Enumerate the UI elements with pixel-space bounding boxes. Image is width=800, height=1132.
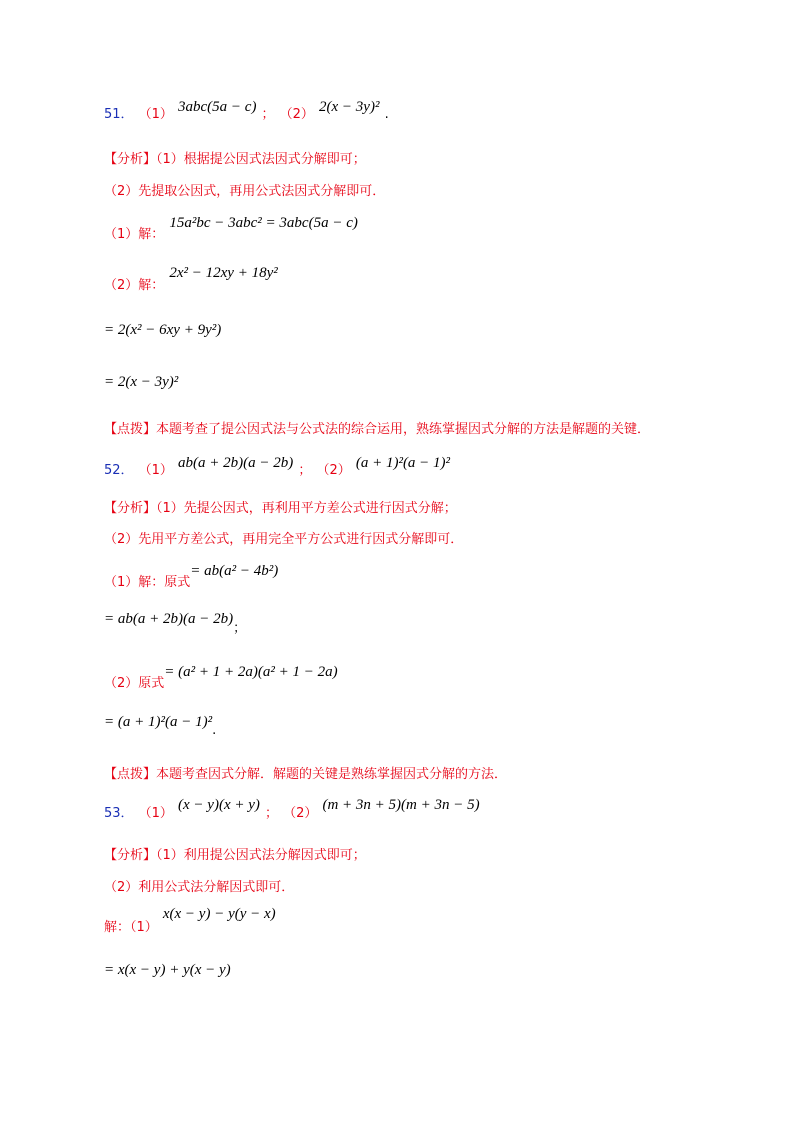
q53-separator: ； xyxy=(264,806,278,821)
q52-analysis-line2 xyxy=(104,528,463,547)
q52-solution1-label: （1）解：原式 xyxy=(104,575,191,590)
q52-solution2-step1-line xyxy=(104,711,217,738)
q53-solution1-step1: = x(x − y) + y(x − y) xyxy=(104,962,231,978)
q52-solution1-step1: = ab(a + 2b)(a − 2b) xyxy=(104,611,234,627)
q52-tip-tag: 【点拨】 xyxy=(104,767,157,782)
q53-analysis-text1: （1）利用提公因式法分解因式即可； xyxy=(156,848,366,863)
q51-answer2: 2(x − 3y)² xyxy=(319,99,380,115)
q52-tip-line xyxy=(104,763,507,782)
q52-separator: ； xyxy=(298,463,312,478)
q51-solution2-line xyxy=(104,262,278,293)
q53-solution1-equation: x(x − y) − y(y − x) xyxy=(162,906,276,922)
q51-number: 51． xyxy=(104,107,134,122)
q53-answer-line xyxy=(104,794,480,821)
q52-solution1-equation: = ab(a² − 4b²) xyxy=(190,563,279,579)
q52-answer1: ab(a + 2b)(a − 2b) xyxy=(178,455,294,471)
q51-answer1: 3abc(5a − c) xyxy=(178,99,257,115)
q51-analysis-line2 xyxy=(104,180,385,199)
q52-part1-marker: （1） xyxy=(138,463,173,478)
q52-number: 52． xyxy=(104,463,134,478)
q53-analysis-line1 xyxy=(104,844,366,863)
q51-solution1-line xyxy=(104,212,358,242)
q52-tip-text: 本题考查因式分解．解题的关键是熟练掌握因式分解的方法． xyxy=(156,767,508,782)
q52-solution1-line xyxy=(104,560,279,590)
q51-tip-text: 本题考查了提公因式法与公式法的综合运用，熟练掌握因式分解的方法是解题的关键． xyxy=(156,422,651,437)
q52-part2-marker: （2） xyxy=(316,463,351,478)
q52-solution2-line xyxy=(104,661,338,691)
q53-analysis-line2 xyxy=(104,876,294,895)
q51-tip-line xyxy=(104,418,650,437)
q52-analysis-tag: 【分析】 xyxy=(104,501,157,516)
q51-analysis-line1 xyxy=(104,148,366,167)
q52-solution1-step1-line xyxy=(104,608,247,636)
q53-analysis-tag: 【分析】 xyxy=(104,848,157,863)
q51-solution2-label: （2）解： xyxy=(104,278,165,293)
q51-solution1-label: （1）解： xyxy=(104,227,165,242)
q51-solution2-step2: = 2(x − 3y)² xyxy=(104,374,179,390)
q51-separator: ； xyxy=(261,107,275,122)
q51-solution2-expression: 2x² − 12xy + 18y² xyxy=(169,265,278,281)
q51-part2-marker: （2） xyxy=(279,107,314,122)
q52-solution2-step1: = (a + 1)²(a − 1)² xyxy=(104,714,213,730)
q53-analysis-text2: （2）利用公式法分解因式即可． xyxy=(104,880,295,895)
q51-part1-marker: （1） xyxy=(138,107,173,122)
q52-analysis-text2: （2）先用平方差公式，再用完全平方公式进行因式分解即可． xyxy=(104,532,464,547)
q53-answer1: (x − y)(x + y) xyxy=(178,797,260,813)
q51-tip-tag: 【点拨】 xyxy=(104,422,157,437)
q52-solution2-end: . xyxy=(212,723,217,738)
q52-solution1-end: ； xyxy=(233,621,247,636)
q51-answer-line xyxy=(104,99,389,123)
q52-answer2: (a + 1)²(a − 1)² xyxy=(355,455,451,471)
q51-solution2-step1: = 2(x² − 6xy + 9y²) xyxy=(104,322,222,338)
q53-answer2: (m + 3n + 5)(m + 3n − 5) xyxy=(322,797,480,813)
q52-solution2-label: （2）原式 xyxy=(104,676,165,691)
q53-number: 53． xyxy=(104,806,134,821)
q51-solution1-equation: 15a²bc − 3abc² = 3abc(5a − c) xyxy=(169,215,358,231)
q51-end-mark: . xyxy=(384,107,389,122)
q52-analysis-line1 xyxy=(104,497,457,516)
q53-solution-label: 解：（1） xyxy=(104,920,158,935)
q53-part1-marker: （1） xyxy=(138,806,173,821)
q51-analysis-tag: 【分析】 xyxy=(104,152,157,167)
q52-answer-line xyxy=(104,452,451,478)
q52-solution2-equation: = (a² + 1 + 2a)(a² + 1 − 2a) xyxy=(164,664,338,680)
q51-analysis-text1: （1）根据提公因式法因式分解即可； xyxy=(156,152,366,167)
q52-analysis-text1: （1）先提公因式，再利用平方差公式进行因式分解； xyxy=(156,501,457,516)
q51-analysis-text2: （2）先提取公因式，再用公式法因式分解即可． xyxy=(104,184,386,199)
q53-part2-marker: （2） xyxy=(283,806,318,821)
q53-solution1-line xyxy=(104,903,276,935)
